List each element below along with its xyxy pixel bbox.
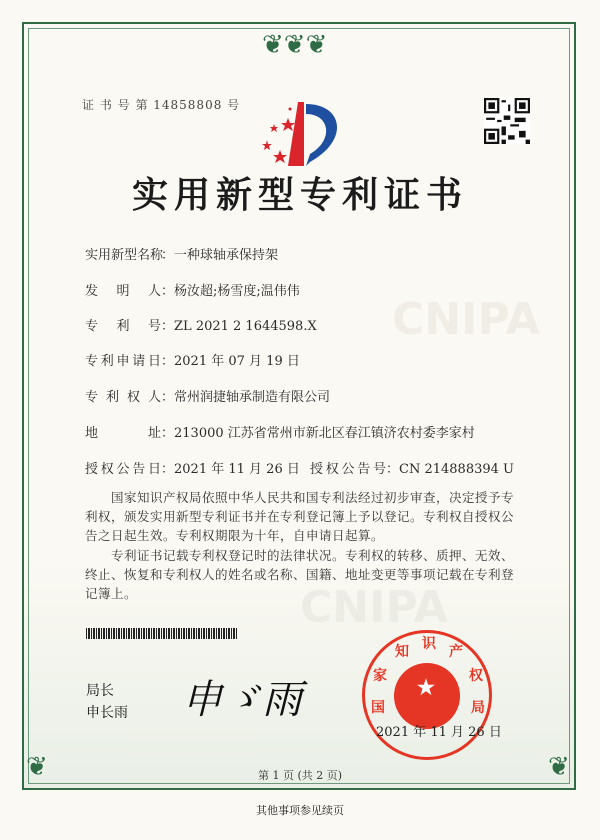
footnote: 其他事项参见续页: [256, 804, 344, 817]
field-grant-number: 授权公告号：CN 214888394 U: [310, 462, 514, 477]
signatory-name: 申长雨: [86, 705, 128, 721]
barcode: [86, 628, 238, 639]
signatory-title: 局长: [86, 683, 114, 699]
corner-ornament-left: ❦: [26, 752, 48, 782]
field-application-date: 专利申请日：2021 年 07 月 19 日: [85, 354, 300, 369]
field-address: 地址：213000 江苏省常州市新北区春江镇济农村委李家村: [85, 426, 475, 441]
seal-date: 2021 年 11 月 26 日: [376, 725, 502, 740]
certificate-title: 实用新型专利证书: [131, 174, 468, 216]
signature: 申ゞ雨: [182, 677, 302, 723]
watermark: CNIPA: [300, 582, 448, 633]
field-patentee: 专利权人：常州润捷轴承制造有限公司: [85, 390, 331, 405]
field-patent-number: 专利号：ZL 2021 2 1644598.X: [85, 319, 317, 334]
field-name: 实用新型名称：一种球轴承保持架: [85, 248, 279, 263]
statement-paragraph: 国家知识产权局依照中华人民共和国专利法经过初步审查，决定授予专利权，颁发实用新型专利证书并在专利登记簿上予以登记。专利权自授权公告之日起生效。专利权期限为十年，自申请日起算。: [85, 490, 515, 543]
top-ornament: ❦❦❦: [262, 30, 328, 60]
corner-ornament-right: ❦: [548, 752, 570, 782]
official-seal: 国 家 知 识 产 权 局 ★: [362, 630, 492, 760]
field-inventor: 发明人：杨汝超;杨雪度;温伟伟: [85, 284, 300, 299]
statement-paragraph: 专利证书记载专利权登记时的法律状况。专利权的转移、质押、无效、终止、恢复和专利权人的姓名或名称、国籍、地址变更等事项记载在专利登记簿上。: [85, 548, 515, 601]
cnipa-logo: [258, 100, 348, 168]
watermark: CNIPA: [392, 294, 540, 345]
field-grant-date: 授权公告日：2021 年 11 月 26 日: [85, 462, 300, 477]
page-number: 第 1 页 (共 2 页): [257, 769, 343, 782]
certificate-number: 证 书 号 第 14858808 号: [82, 98, 241, 112]
qr-code: [484, 98, 530, 144]
